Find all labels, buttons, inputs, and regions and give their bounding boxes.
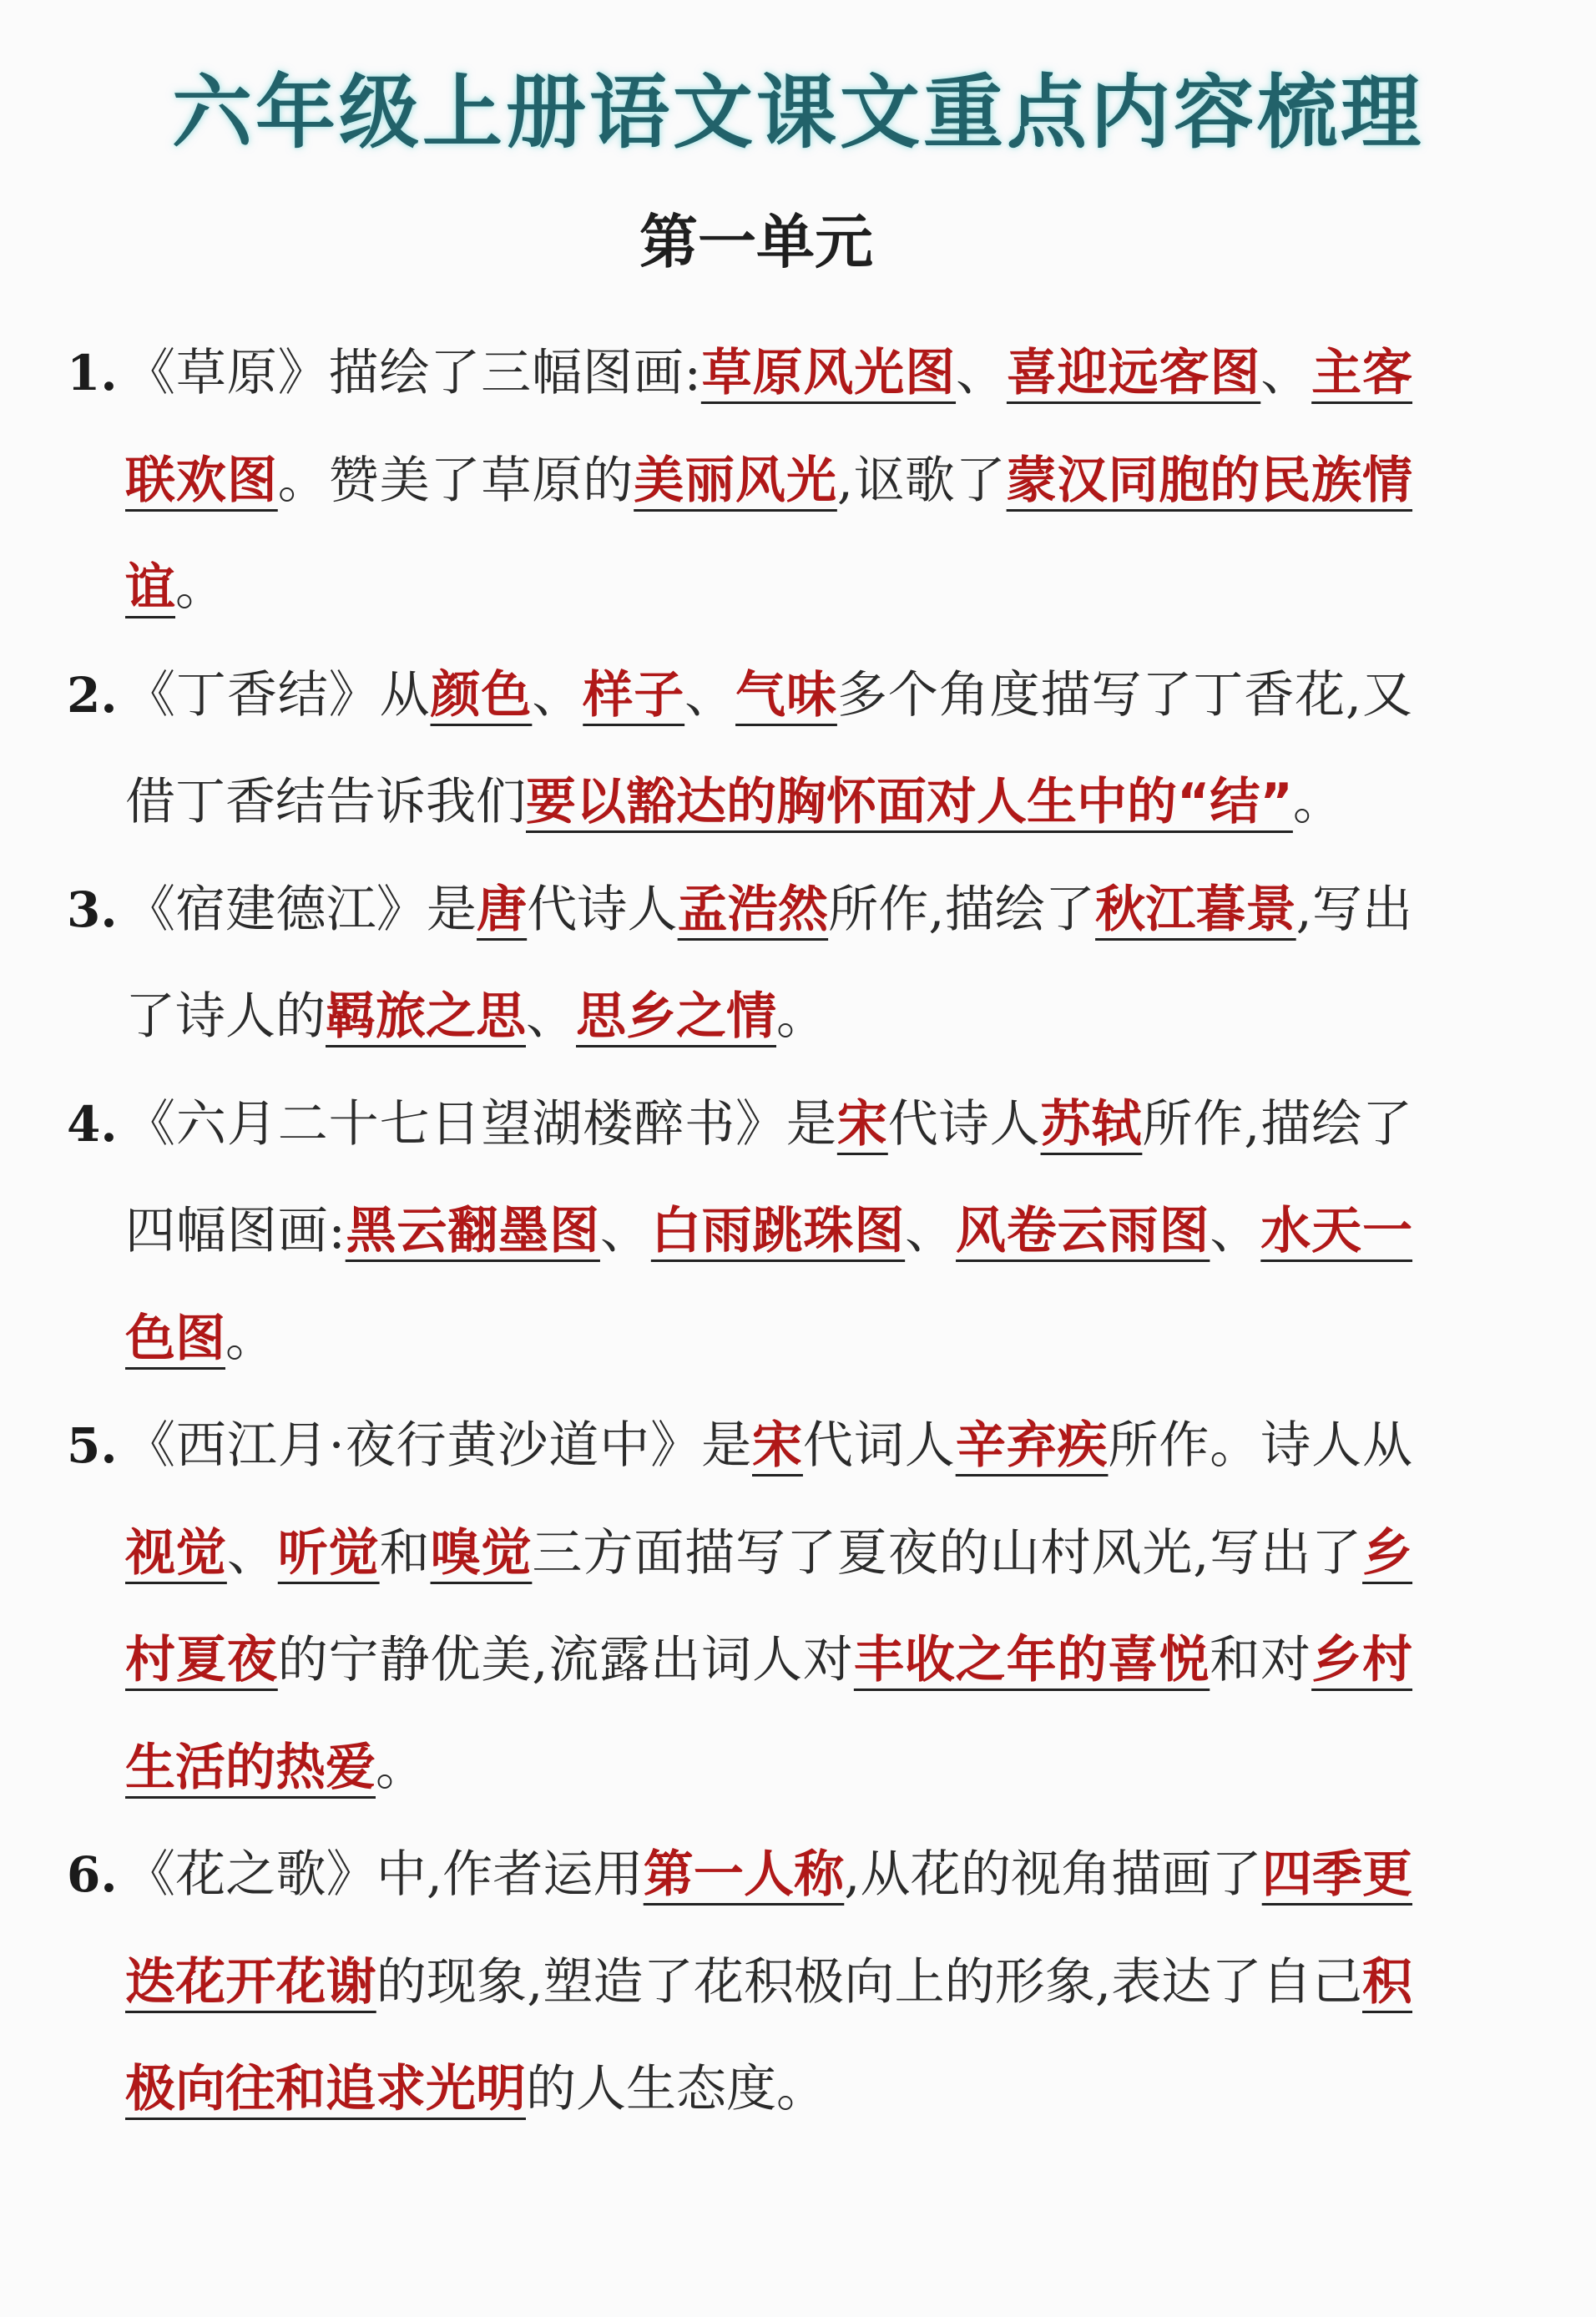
key-point-highlight: 草原风光图 (700, 344, 957, 402)
item-text: 代诗人 (887, 1094, 1041, 1153)
item-text: 多个角度描写了丁香花,又借丁香结告诉我们 (125, 665, 1413, 831)
key-point-highlight: 辛弃疾 (955, 1416, 1109, 1475)
item-text: 《西江月·夜行黄沙道中》是 (125, 1416, 752, 1475)
key-point-highlight: 唐 (477, 880, 528, 939)
item-text: ,写出了诗人的 (125, 880, 1413, 1046)
item-text: 《六月二十七日望湖楼醉书》是 (125, 1094, 837, 1153)
item-text: 。 (776, 987, 826, 1046)
key-point-highlight: 黑云翻墨图 (345, 1202, 600, 1260)
list-item (67, 1821, 1412, 2143)
item-number: 2. (67, 666, 118, 724)
list-item (67, 320, 1412, 642)
key-points-list (67, 320, 1412, 2143)
key-point-highlight: 秋江暮景 (1095, 880, 1296, 939)
key-point-highlight: 要以豁达的胸怀面对人生中的“结” (526, 773, 1293, 831)
item-number: 1. (67, 345, 118, 401)
key-point-highlight: 第一人称 (643, 1845, 845, 1904)
item-text: 、 (599, 1202, 651, 1260)
item-text: 、 (526, 987, 576, 1046)
key-point-highlight: 苏轼 (1040, 1094, 1143, 1153)
key-point-highlight: 白雨跳珠图 (650, 1202, 906, 1260)
item-text: 和对 (1210, 1631, 1312, 1689)
key-point-highlight: 乡村生活的热爱 (125, 1631, 1413, 1797)
item-text: 《丁香结》从 (125, 665, 431, 724)
key-point-highlight: 气味 (735, 665, 837, 724)
key-point-highlight: 主客联欢图 (125, 344, 1413, 510)
item-text: 、 (684, 665, 736, 724)
page-title: 六年级上册语文课文重点内容梳理 (172, 66, 1424, 159)
key-point-highlight: 积极向往和追求光明 (125, 1952, 1412, 2118)
item-number: 3. (67, 881, 118, 938)
item-text: ,从花的视角描画了 (844, 1845, 1262, 1904)
list-item (67, 642, 1412, 856)
key-point-highlight: 四季更迭花开花谢 (125, 1845, 1412, 2012)
item-text: 。赞美了草原的 (277, 451, 634, 510)
item-text: ,讴歌了 (836, 451, 1007, 510)
item-text: 和 (379, 1523, 431, 1583)
item-text: 所作,描绘了四幅图画: (125, 1094, 1413, 1260)
item-text: 的宁静优美,流露出词人对 (277, 1631, 854, 1689)
key-point-highlight: 宋 (836, 1094, 888, 1153)
unit-heading: 第一单元 (639, 208, 873, 276)
item-text: 。 (175, 558, 225, 617)
key-point-highlight: 羁旅之思 (326, 987, 526, 1046)
key-point-highlight: 听觉 (277, 1523, 380, 1583)
item-text: 。 (376, 1738, 426, 1797)
item-number: 4. (67, 1095, 118, 1153)
item-number: 6. (67, 1846, 118, 1903)
item-text: 代诗人 (527, 880, 678, 939)
key-point-highlight: 喜迎远客图 (1006, 344, 1261, 402)
key-point-highlight: 思乡之情 (576, 987, 776, 1046)
item-text: 、 (1260, 344, 1312, 402)
key-point-highlight: 乡村夏夜 (125, 1523, 1413, 1689)
key-point-highlight: 蒙汉同胞的民族情谊 (125, 451, 1413, 617)
item-text: 、 (532, 665, 583, 724)
item-text: 、 (226, 1523, 278, 1583)
item-number: 5. (67, 1417, 118, 1474)
item-text: 。 (1292, 773, 1343, 831)
list-item (67, 856, 1412, 1071)
item-text: 《草原》描绘了三幅图画: (125, 344, 701, 402)
item-text: 《宿建德江》是 (125, 880, 477, 939)
key-point-highlight: 颜色 (430, 665, 533, 724)
item-text: 所作,描绘了 (828, 880, 1096, 939)
key-point-highlight: 宋 (752, 1416, 803, 1475)
key-point-highlight: 孟浩然 (677, 880, 829, 939)
item-text: 三方面描写了夏夜的山村风光,写出了 (532, 1523, 1363, 1583)
item-text: 的现象,塑造了花积极向上的形象,表达了自己 (376, 1952, 1362, 2012)
item-text: 的人生态度。 (526, 2060, 826, 2118)
key-point-highlight: 视觉 (125, 1523, 227, 1583)
item-text: 、 (1210, 1202, 1261, 1260)
item-text: 。 (225, 1309, 275, 1368)
item-text: 、 (956, 344, 1007, 402)
key-point-highlight: 丰收之年的喜悦 (853, 1631, 1210, 1689)
list-item (67, 1071, 1412, 1393)
key-point-highlight: 样子 (583, 665, 685, 724)
item-text: 所作。诗人从 (1108, 1416, 1413, 1475)
list-item (67, 1392, 1412, 1821)
item-text: 代词人 (802, 1416, 956, 1475)
key-point-highlight: 水天一色图 (125, 1202, 1413, 1368)
key-point-highlight: 嗅觉 (430, 1523, 533, 1583)
item-text: 、 (905, 1202, 957, 1260)
item-text: 《花之歌》中,作者运用 (125, 1845, 644, 1904)
key-point-highlight: 风卷云雨图 (956, 1202, 1210, 1260)
key-point-highlight: 美丽风光 (634, 451, 837, 510)
